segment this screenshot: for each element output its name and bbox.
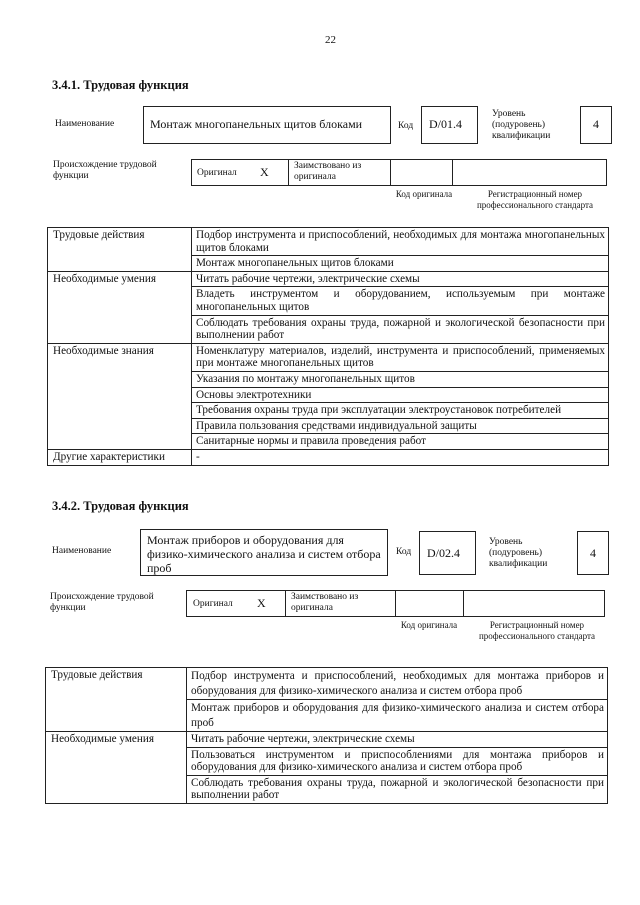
origin-label: Происхождение трудовой функции	[50, 592, 154, 613]
section-heading: 3.4.1. Трудовая функция	[52, 78, 189, 92]
row-item: Указания по монтажу многопанельных щитов	[192, 371, 609, 387]
function-details-table	[45, 667, 608, 804]
row-item: Санитарные нормы и правила проведения работ	[192, 434, 609, 450]
level-label: Уровень (подуровень) квалификации	[492, 109, 551, 141]
reg-number-caption: Регистрационный номер профессионального стандарта	[476, 189, 594, 210]
row-item: Владеть инструментом и оборудованием, используемым при монтаже многопанельных щитов	[192, 287, 609, 315]
row-item: Соблюдать требования охраны труда, пожарной и экологической безопасности при выполнении работ	[192, 315, 609, 343]
code-value: D/02.4	[419, 531, 476, 575]
code-original-caption: Код оригинала	[400, 620, 458, 630]
row-item: -	[192, 449, 609, 465]
table-row	[48, 449, 609, 465]
reg-number-caption: Регистрационный номер профессионального стандарта	[478, 620, 596, 641]
row-label: Необходимые знания	[48, 343, 192, 449]
origin-label: Происхождение трудовой функции	[53, 160, 157, 181]
table-row	[48, 271, 609, 287]
code-original-caption: Код оригинала	[395, 189, 453, 199]
page-number: 22	[325, 34, 336, 46]
divider	[452, 160, 453, 185]
table-row	[48, 228, 609, 256]
row-item: Номенклатуру материалов, изделий, инструмента и приспособлений, применяемых при монтаже многопанельных щитов	[192, 343, 609, 371]
level-label: Уровень (подуровень) квалификации	[489, 537, 548, 569]
original-mark: X	[257, 596, 266, 610]
row-item: Требования охраны труда при эксплуатации электроустановок потребителей	[192, 403, 609, 419]
row-item: Читать рабочие чертежи, электрические схемы	[187, 732, 608, 748]
divider	[390, 160, 391, 185]
borrowed-label: Заимствовано из оригинала	[291, 592, 359, 613]
row-item: Пользоваться инструментом и приспособлениями для монтажа приборов и оборудования для физико-химического анализа и систем отбора проб	[187, 747, 608, 775]
row-label: Необходимые умения	[46, 732, 187, 804]
name-label: Наименование	[52, 546, 112, 556]
row-item: Монтаж многопанельных щитов блоками	[192, 256, 609, 272]
section-heading: 3.4.2. Трудовая функция	[52, 499, 189, 513]
table-row	[46, 732, 608, 748]
table-row	[48, 343, 609, 371]
origin-table	[191, 159, 607, 186]
divider	[285, 591, 286, 616]
function-name: Монтаж приборов и оборудования для физико-химического анализа и систем отбора проб	[140, 529, 388, 576]
row-item: Читать рабочие чертежи, электрические схемы	[192, 271, 609, 287]
row-item: Подбор инструмента и приспособлений, необходимых для монтажа приборов и оборудования для физико-химического анализа и систем отбора проб	[187, 668, 608, 700]
original-label: Оригинал	[197, 168, 237, 178]
level-value: 4	[577, 531, 609, 575]
row-label: Трудовые действия	[46, 668, 187, 732]
function-details-table	[47, 227, 609, 466]
table-row	[46, 668, 608, 700]
borrowed-label: Заимствовано из оригинала	[294, 161, 362, 182]
level-value: 4	[580, 106, 612, 144]
divider	[288, 160, 289, 185]
function-name: Монтаж многопанельных щитов блоками	[143, 106, 391, 144]
row-item: Правила пользования средствами индивидуальной защиты	[192, 418, 609, 434]
row-label: Трудовые действия	[48, 228, 192, 272]
row-item: Основы электротехники	[192, 387, 609, 403]
original-label: Оригинал	[193, 599, 233, 609]
row-label: Необходимые умения	[48, 271, 192, 343]
original-mark: X	[260, 165, 269, 179]
row-label: Другие характеристики	[48, 449, 192, 465]
code-label: Код	[398, 121, 414, 131]
code-value: D/01.4	[421, 106, 478, 144]
divider	[395, 591, 396, 616]
name-label: Наименование	[55, 119, 115, 129]
code-label: Код	[396, 547, 412, 557]
origin-table	[186, 590, 605, 617]
row-item: Монтаж приборов и оборудования для физико-химического анализа и систем отбора проб	[187, 700, 608, 732]
row-item: Подбор инструмента и приспособлений, необходимых для монтажа многопанельных щитов блоками	[192, 228, 609, 256]
divider	[463, 591, 464, 616]
row-item: Соблюдать требования охраны труда, пожарной и экологической безопасности при выполнении работ	[187, 775, 608, 803]
